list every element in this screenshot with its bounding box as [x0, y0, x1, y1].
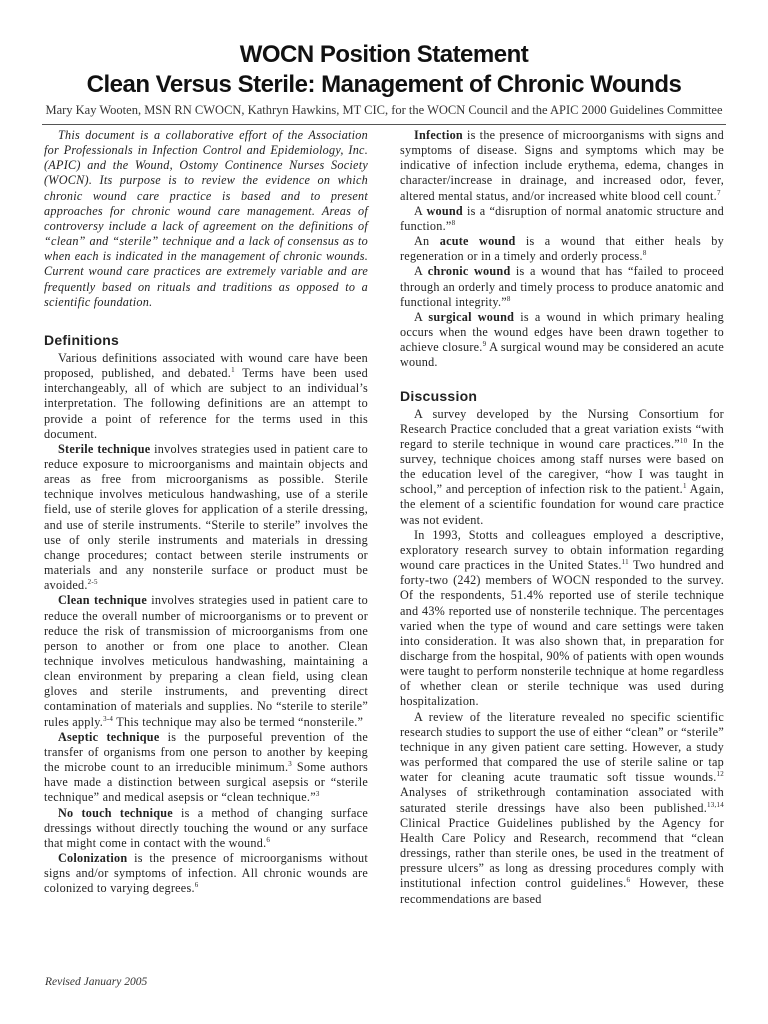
citation: 6 — [266, 835, 271, 844]
chronic-wound-paragraph: A chronic wound is a wound that has “failed to proceed through an orderly and timely process to produce anatomic and functional integrity.”$^8$ — [400, 264, 724, 309]
no-touch-technique-paragraph: No touch technique is a method of changing surface dressings without directly touching the wound or any surface that might come in contact with the wound.$^6$ — [44, 805, 368, 850]
right-column — [400, 128, 724, 907]
term-wound: wound — [426, 203, 463, 218]
document-title-line-2: Clean Versus Sterile: Management of Chronic Wounds — [86, 71, 682, 98]
discussion-paragraph-2: In 1993, Stotts and colleagues employed a descriptive, exploratory research survey to obtain information regarding wound care practices in the United States.$^{11}$ Two hundred and forty-two (242) members of WOCN responded to the survey. Of the respondents, 51.4% reported use of sterile technique and 43% reported use of nonsterile technique. The percentages varied when the type of wound and care settings were taken into consideration. It was also shown that, in preparation for discharge from the hospital, 90% of patients with open wounds were taught to perform nonsterile technique at home regardless of whether clean or sterile technique was used during hospitalization. — [400, 527, 724, 709]
clean-technique-paragraph: Clean technique involves strategies used in patient care to reduce the overall number of microorganisms or to prevent or reduce the risk of transmission of microorganisms from one person to another or from one place to another. Clean technique involves meticulous handwashing, maintaining a clean environment by preparing a clean field, using clean gloves and sterile instruments, and preventing direct contamination of materials and supplies. No “sterile to sterile” rules apply.$^{3-4}$ This technique may also be termed “nonsterile.” — [44, 593, 368, 729]
authors-line: Mary Kay Wooten, MSN RN CWOCN, Kathryn Hawkins, MT CIC, for the WOCN Council and the APIC 2000 Guidelines Committee — [45, 103, 723, 117]
citation: 13,14 — [707, 800, 724, 809]
term-infection: Infection — [414, 128, 463, 142]
citation: 9 — [482, 340, 487, 349]
infection-paragraph: Infection is the presence of microorganisms with signs and symptoms of disease. Signs and symptoms which may be indicative of infection include erythema, edema, changes in character/increase in drainage, and increased odor, fever, altered mental status, and/or increased white blood cell count.$^7$ — [400, 128, 724, 203]
definitions-intro-paragraph: Various definitions associated with wound care have been proposed, published, and debated.$^1$ Terms have been used interchangeably, all of which are subject to an individual’s interpretation. The following definitions are an attempt to provide a point of reference for the terms used in this document. — [44, 350, 368, 441]
citation: 11 — [621, 558, 629, 566]
term-no-touch-technique: No touch technique — [58, 805, 173, 820]
citation: 8 — [451, 218, 456, 227]
acute-wound-paragraph: An acute wound is a wound that either heals by regeneration or in a timely and orderly process.$^8$ — [400, 234, 724, 264]
sterile-technique-paragraph: Sterile technique involves strategies used in patient care to reduce exposure to microorganisms and maintain objects and areas as free from microorganisms as possible. Sterile technique involves meticulous handwashing, use of a sterile field, use of sterile gloves for application of a sterile dressing, and use of sterile instruments. “Sterile to sterile” involves the use of only sterile instruments and materials in dressing change procedures; contact between sterile instruments or materials and any nonsterile surface or product must be avoided.$^{2-5}$ — [44, 441, 369, 593]
term-colonization: Colonization — [58, 851, 128, 866]
discussion-paragraph-3: A review of the literature revealed no specific scientific research studies to support the use of either “clean” or “sterile” technique in any given patient care setting. However, a study was performed that compared the use of sterile saline or tap water for cleaning acute traumatic soft tissue wounds.$^{12}$ Analyses of strikethrough contamination associated with saturated sterile dressings have also been published.$^{13,14}$ Clinical Practice Guidelines published by the Agency for Health Care Policy and Research, recommend that “clean dressings, rather than sterile ones, be used in the treatment of pressure ulcers” as long as dressing procedures comply with institutional infection control guidelines.$^6$ However, these recommendations are based — [400, 709, 724, 906]
term-acute-wound: acute wound — [439, 234, 516, 249]
citation: 10 — [679, 436, 688, 445]
citation: 8 — [642, 249, 647, 258]
discussion-heading: Discussion — [400, 387, 478, 404]
citation: 3-4 — [103, 714, 114, 723]
colonization-paragraph: Colonization is the presence of microorganisms without signs and/or symptoms of infection. All chronic wounds are colonized to varying degrees.$^6$ — [44, 851, 368, 896]
citation: 12 — [716, 770, 724, 779]
citation: 3 — [315, 790, 320, 799]
citation: 1 — [231, 365, 235, 374]
term-sterile-technique: Sterile technique — [58, 441, 151, 456]
citation: 3 — [288, 760, 293, 769]
surgical-wound-paragraph: A surgical wound is a wound in which primary healing occurs when the wound edges have been drawn together to achieve closure.$^9$ A surgical wound may be considered an acute wound. — [400, 309, 725, 370]
revision-footer: Revised January 2005 — [45, 976, 148, 988]
term-aseptic-technique: Aseptic technique — [58, 729, 160, 744]
header-divider — [42, 124, 726, 125]
term-surgical-wound: surgical wound — [428, 309, 515, 324]
term-clean-technique: Clean technique — [58, 593, 147, 608]
citation: 7 — [716, 188, 721, 197]
definitions-heading: Definitions — [44, 331, 120, 348]
wound-paragraph: A wound is a “disruption of normal anatomic structure and function.”$^8$ — [400, 203, 724, 233]
left-column — [44, 128, 368, 897]
citation: 2-5 — [87, 578, 98, 587]
aseptic-technique-paragraph: Aseptic technique is the purposeful prevention of the transfer of organisms from one person to another by keeping the microbe count to an irreducible minimum.$^3$ Some authors have made a distinction between surgical asepsis or “sterile technique” and medical asepsis or “clean technique.”$^3$ — [44, 729, 368, 805]
citation: 8 — [506, 294, 511, 303]
abstract-paragraph: This document is a collaborative effort of the Association for Professionals in Infection Control and Epidemiology, Inc. (APIC) and the Wound, Ostomy Continence Nurses Society (WOCN). Its purpose is to review the evidence on which chronic wound care practice is based and to present approaches for chronic wound care management. Areas of controversy include a lack of agreement on the definitions of “clean” and “sterile” technique and a lack of consensus as to when each is indicated in the management of chronic wounds. Current wound care practices are extremely variable and are frequently based on rituals and traditions as opposed to a scientific foundation. — [44, 128, 368, 309]
discussion-paragraph-1: A survey developed by the Nursing Consortium for Research Practice concluded that a great variation exists “with regard to sterile technique in wound care practices.”$^{10}$ In the survey, technique choices among staff nurses were based on the education level of the caregiver, “how I was taught in school,” and perception of infection risk to the patient.$^1$ Again, the element of a scientific foundation for wound care practice was not evident. — [400, 406, 724, 527]
citation: 6 — [194, 881, 199, 890]
citation: 1 — [682, 482, 687, 491]
term-chronic-wound: chronic wound — [427, 264, 511, 279]
document-title-line-1: WOCN Position Statement — [239, 41, 529, 68]
citation: 6 — [626, 876, 631, 885]
